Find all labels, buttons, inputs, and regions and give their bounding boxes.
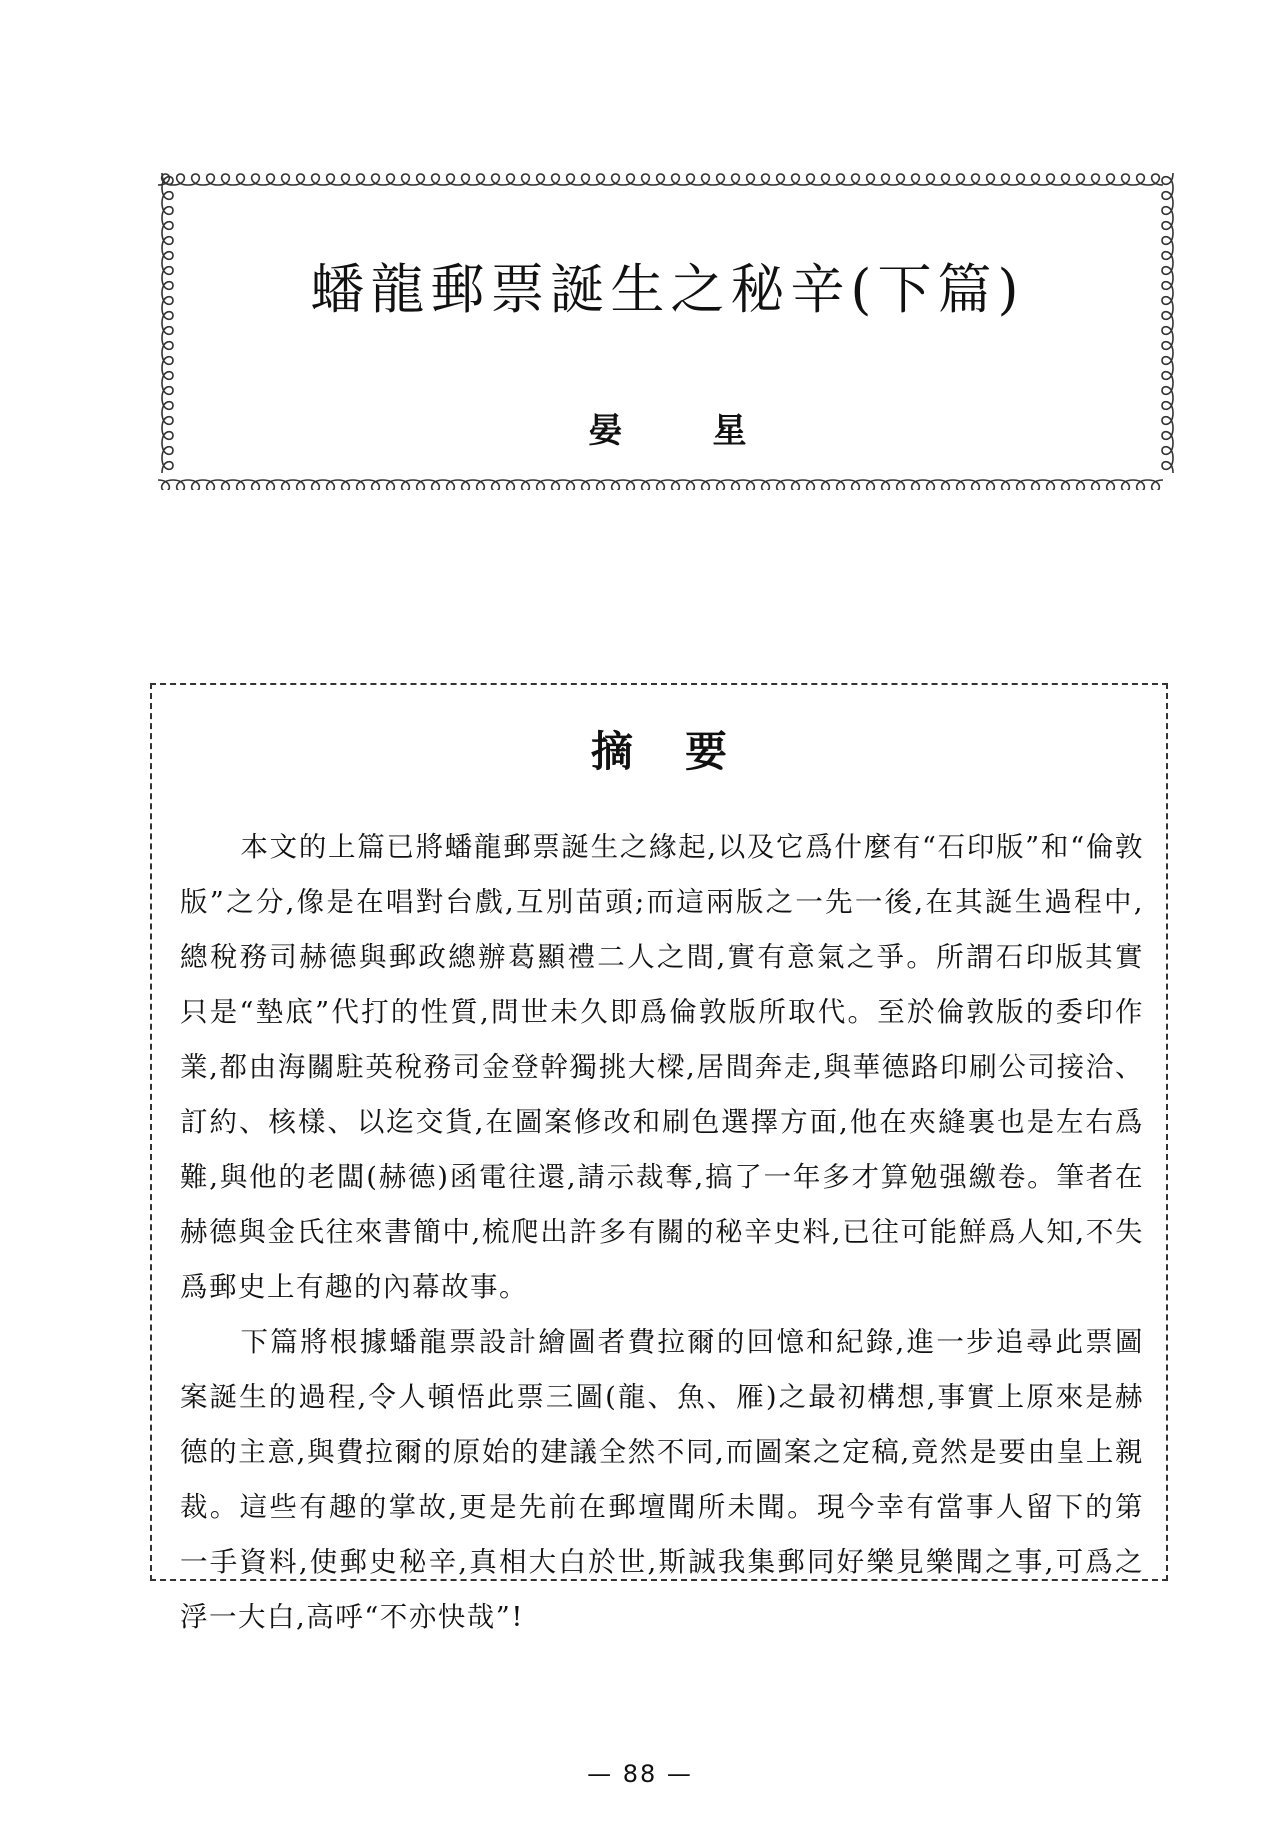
border-loop-row <box>158 174 1163 185</box>
page-number: — 88 — <box>587 1760 693 1788</box>
article-author: 晏 星 <box>588 411 775 451</box>
abstract-box <box>150 683 1168 1633</box>
article-title: 蟠龍郵票誕生之秘辛(下篇) <box>310 258 1025 321</box>
abstract-heading: 摘要 <box>590 727 779 776</box>
title-frame <box>150 165 1185 490</box>
abstract-paragraph-1: 本文的上篇已將蟠龍郵票誕生之緣起,以及它爲什麼有“石印版”和“倫敦版”之分,像是在唱對台戲,互別苗頭;而這兩版之一先一後,在其誕生過程中,總稅務司赫德與郵政總辦葛顯禮二人之間,實有意氣之爭。所謂石印版其實只是“墊底”代打的性質,問世未久即爲倫敦版所取代。至於倫敦版的委印作業,都由海關駐英稅務司金登幹獨挑大樑,居間奔走,與華德路印刷公司接洽、訂約、核樣、以迄交貨,在圖案修改和刷色選擇方面,他在夾縫裏也是左右爲難,與他的老闆(赫德)函電往還,請示裁奪,搞了一年多才算勉强繳卷。筆者在赫德與金氏往來書簡中,梳爬出許多有關的秘辛史料,已往可能鮮爲人知,不失爲郵史上有趣的內幕故事。 <box>180 831 1144 1303</box>
abstract-body <box>180 820 1144 1645</box>
abstract-paragraph-2: 下篇將根據蟠龍票設計繪圖者費拉爾的回憶和紀錄,進一步追尋此票圖案誕生的過程,令人頓悟此票三圖(龍、魚、雁)之最初構想,事實上原來是赫德的主意,與費拉爾的原始的建議全然不同,而圖案之定稿,竟然是要由皇上親裁。這些有趣的掌故,更是先前在郵壇聞所未聞。現今幸有當事人留下的第一手資料,使郵史秘辛,真相大白於世,斯誠我集郵同好樂見樂聞之事,可爲之浮一大白,高呼“不亦快哉”! <box>180 1326 1144 1633</box>
border-loop-row <box>158 480 1163 490</box>
